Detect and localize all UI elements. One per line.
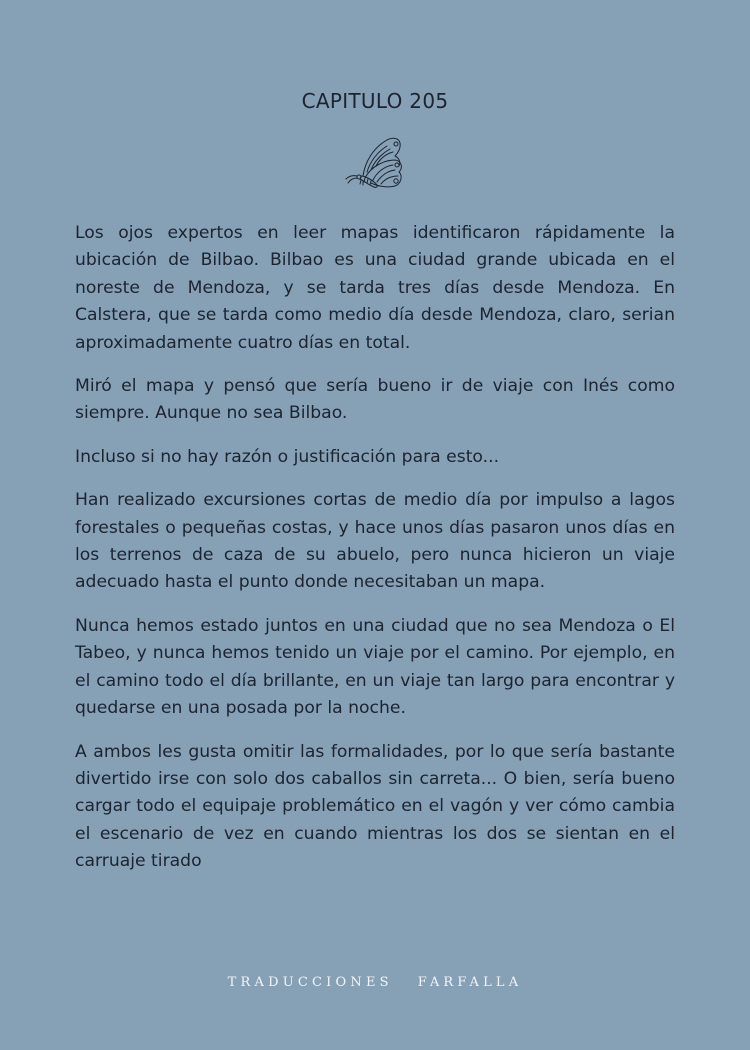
paragraph: Han realizado excursiones cortas de medio día por impulso a lagos forestales o pequeñas costas, y hace unos días pasaron unos días en los terrenos de caza de su abuelo, pero nunca hicieron un viaje adecuado hasta el punto donde necesitaban un mapa.	[75, 490, 675, 593]
footer-credit	[0, 975, 750, 990]
paragraph: Miró el mapa y pensó que sería bueno ir de viaje con Inés como siempre. Aunque no sea Bilbao.	[75, 376, 675, 424]
butterfly-icon	[343, 136, 405, 192]
paragraph: Los ojos expertos en leer mapas identificaron rápidamente la ubicación de Bilbao. Bilbao es una ciudad grande ubicada en el noreste de Mendoza, y se tarda tres días desde Mendoza. En Calstera, que se tarda como medio día desde Mendoza, claro, serian aproximadamente cuatro días en total.	[75, 223, 675, 353]
footer-text: TRADUCCIONES FARFALLA	[227, 975, 523, 990]
paragraph: A ambos les gusta omitir las formalidades, por lo que sería bastante divertido irse con solo dos caballos sin carreta... O bien, sería bueno cargar todo el equipaje problemático en el vagón y ver cómo cambia el escenario de vez en cuando mientras los dos se sientan en el carruaje tirado	[75, 741, 675, 872]
chapter-body	[75, 220, 675, 892]
paragraph: Incluso si no hay razón o justificación para esto...	[75, 446, 500, 467]
paragraph: Nunca hemos estado juntos en una ciudad que no sea Mendoza o El Tabeo, y nunca hemos tenido un viaje por el camino. Por ejemplo, en el camino todo el día brillante, en un viaje tan largo para encontrar y quedarse en una posada por la noche.	[75, 615, 675, 719]
chapter-title: CAPITULO 205	[301, 89, 449, 114]
